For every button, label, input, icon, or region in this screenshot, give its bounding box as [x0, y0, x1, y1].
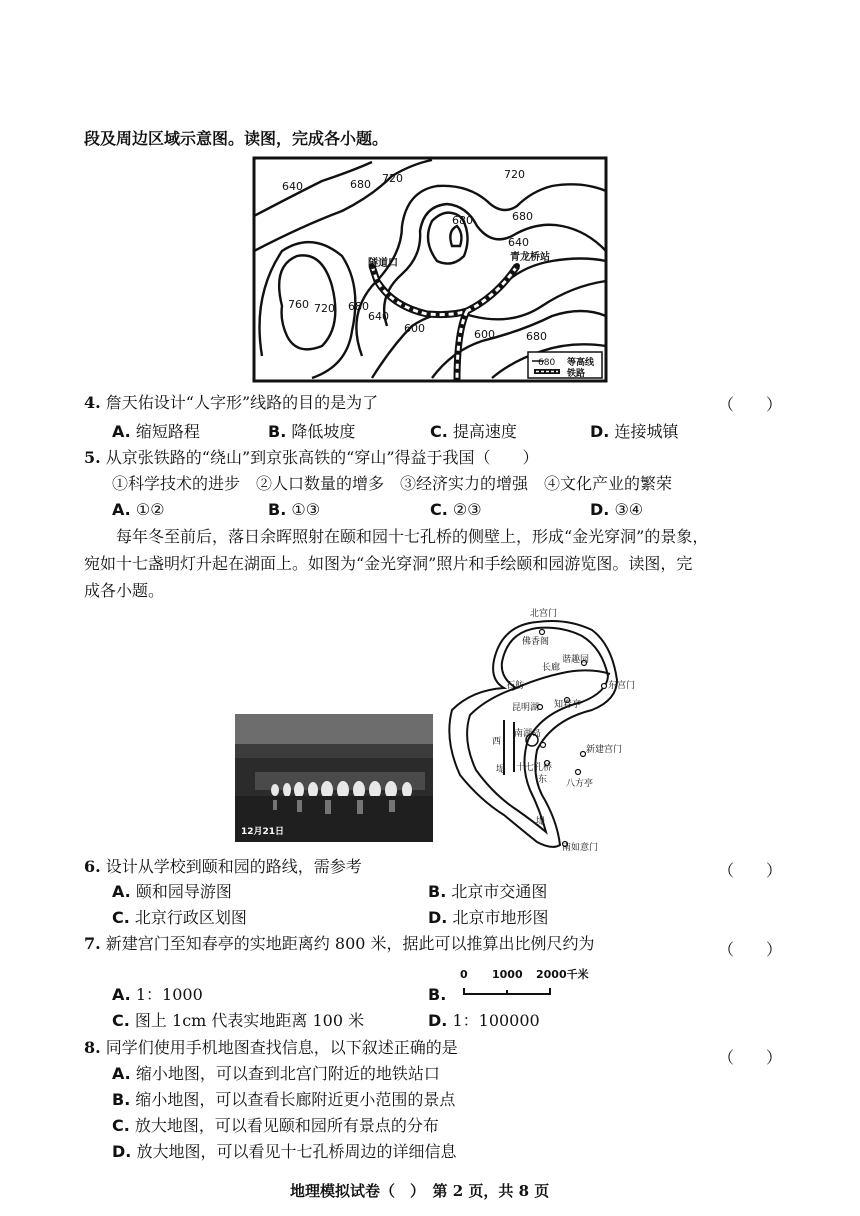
q5-option-b[interactable]: B. ①③ — [268, 500, 321, 519]
contour-label: 760 — [288, 298, 309, 311]
q4-option-d[interactable]: D. 连接城镇 — [590, 422, 679, 441]
q4-stem — [84, 392, 378, 414]
q5-option-c[interactable]: C. ②③ — [430, 500, 482, 519]
q6-answer-paren[interactable]: （ ） — [718, 861, 783, 880]
place-nanhu-island: 南湖岛 — [514, 729, 542, 739]
scale-bar — [456, 966, 596, 1002]
place-shifang: 石舫 — [506, 681, 525, 691]
contour-label: 680 — [526, 330, 547, 343]
place-qinglongqiao: 青龙桥站 — [510, 252, 550, 263]
place-seventeen-arch-bridge: 十七孔桥 — [516, 763, 553, 773]
scale-tick-1000: 1000 — [492, 968, 523, 981]
q6-option-d[interactable]: D. 北京市地形图 — [428, 908, 549, 927]
contour-map — [252, 156, 608, 383]
q4-number: 4. — [84, 393, 101, 412]
place-kunming-lake: 昆明湖 — [512, 703, 540, 713]
q4-option-c[interactable]: C. 提高速度 — [430, 422, 517, 441]
place-tunnel: 隧道口 — [368, 258, 398, 269]
place-zhichunting: 知春亭 — [554, 700, 582, 710]
q5-stem — [84, 447, 539, 469]
q8-stem — [84, 1037, 458, 1059]
q8-number: 8. — [84, 1038, 101, 1057]
q8-text: 同学们使用手机地图查找信息，以下叙述正确的是 — [105, 1038, 458, 1057]
place-west-label: 西 — [492, 737, 502, 747]
contour-label: 720 — [504, 168, 525, 181]
place-xiequyuan: 谐趣园 — [562, 655, 590, 665]
q6-text: 设计从学校到颐和园的路线，需参考 — [105, 857, 362, 876]
bridge-photo — [235, 714, 433, 842]
q4-option-b[interactable]: B. 降低坡度 — [268, 422, 356, 441]
q7-text: 新建宫门至知春亭的实地距离约 800 米，据此可以推算出比例尺约为 — [105, 934, 595, 953]
q7-option-a[interactable]: A. 1：1000 — [112, 985, 203, 1004]
contour-label: 680 — [512, 210, 533, 223]
contour-label: 680 — [350, 178, 371, 191]
place-causeway-east: 堤 — [536, 817, 546, 827]
q4-option-a[interactable]: A. 缩短路程 — [112, 422, 200, 441]
q8-option-b[interactable]: B. 缩小地图，可以查看长廊附近更小范围的景点 — [112, 1090, 456, 1109]
passage-line-2: 宛如十七盏明灯升起在湖面上。如图为“金光穿洞”照片和手绘颐和园游览图。读图，完 — [84, 554, 693, 573]
q8-answer-paren[interactable]: （ ） — [718, 1048, 783, 1067]
q7-number: 7. — [84, 934, 101, 953]
contour-label: 640 — [282, 180, 303, 193]
q5-text: 从京张铁路的“绕山”到京张高铁的“穿山”得益于我国（ ） — [105, 448, 539, 467]
q7-answer-paren[interactable]: （ ） — [718, 940, 783, 959]
q6-stem — [84, 856, 362, 878]
intro-text: 段及周边区域示意图。读图，完成各小题。 — [84, 129, 389, 148]
place-east-label: 东 — [538, 775, 548, 785]
contour-label: 640 — [368, 310, 389, 323]
place-new-palace-gate: 新建宫门 — [586, 745, 623, 755]
park-map — [442, 600, 658, 856]
contour-label: 600 — [404, 322, 425, 335]
place-bafangting: 八方亭 — [566, 779, 594, 789]
q5-number: 5. — [84, 448, 101, 467]
place-causeway-west: 堤 — [496, 765, 506, 775]
contour-label: 680 — [452, 214, 473, 227]
q5-option-a[interactable]: A. ①② — [112, 500, 165, 519]
passage-line-1: 每年冬至前后，落日余晖照射在颐和园十七孔桥的侧壁上，形成“金光穿洞”的景象， — [116, 527, 709, 546]
scale-tick-2000: 2000千米 — [536, 968, 589, 981]
q4-answer-paren[interactable]: （ ） — [718, 395, 783, 414]
legend-contour-label: 等高线 — [567, 358, 595, 368]
q6-number: 6. — [84, 857, 101, 876]
contour-label: 680 — [348, 300, 369, 313]
contour-label: 720 — [314, 302, 335, 315]
photo-date-stamp: 12月21日 — [241, 827, 285, 837]
q5-option-d[interactable]: D. ③④ — [590, 500, 644, 519]
legend-contour-value: 680 — [538, 358, 556, 368]
q4-text: 詹天佑设计“人字形”线路的目的是为了 — [105, 393, 379, 412]
q6-option-a[interactable]: A. 颐和园导游图 — [112, 882, 232, 901]
place-east-palace-gate: 东宫门 — [608, 681, 636, 691]
place-south-ruyi-gate: 南如意门 — [562, 843, 599, 853]
contour-label: 640 — [508, 236, 529, 249]
q8-option-d[interactable]: D. 放大地图，可以看见十七孔桥周边的详细信息 — [112, 1142, 457, 1161]
contour-label: 600 — [474, 328, 495, 341]
q6-option-b[interactable]: B. 北京市交通图 — [428, 882, 548, 901]
contour-label: 720 — [382, 172, 403, 185]
q8-option-c[interactable]: C. 放大地图，可以看见颐和园所有景点的分布 — [112, 1116, 439, 1135]
passage-line-3: 成各小题。 — [84, 581, 165, 600]
q7-option-d[interactable]: D. 1：100000 — [428, 1011, 540, 1030]
place-foxiangge: 佛香阁 — [522, 637, 550, 647]
page-footer: 地理模拟试卷（ ） 第 2 页，共 8 页 — [290, 1182, 550, 1200]
place-north-palace-gate: 北宫门 — [530, 609, 558, 619]
q5-items: ①科学技术的进步 ②人口数量的增多 ③经济实力的增强 ④文化产业的繁荣 — [112, 474, 673, 493]
scale-tick-0: 0 — [460, 968, 468, 981]
q7-option-c[interactable]: C. 图上 1cm 代表实地距离 100 米 — [112, 1011, 365, 1030]
place-changlang: 长廊 — [542, 663, 561, 673]
q8-option-a[interactable]: A. 缩小地图，可以查到北宫门附近的地铁站口 — [112, 1064, 440, 1083]
legend-railway-label: 铁路 — [567, 369, 586, 379]
q6-option-c[interactable]: C. 北京行政区划图 — [112, 908, 247, 927]
q7-stem — [84, 933, 595, 955]
q7-option-b[interactable]: B. — [428, 985, 447, 1004]
